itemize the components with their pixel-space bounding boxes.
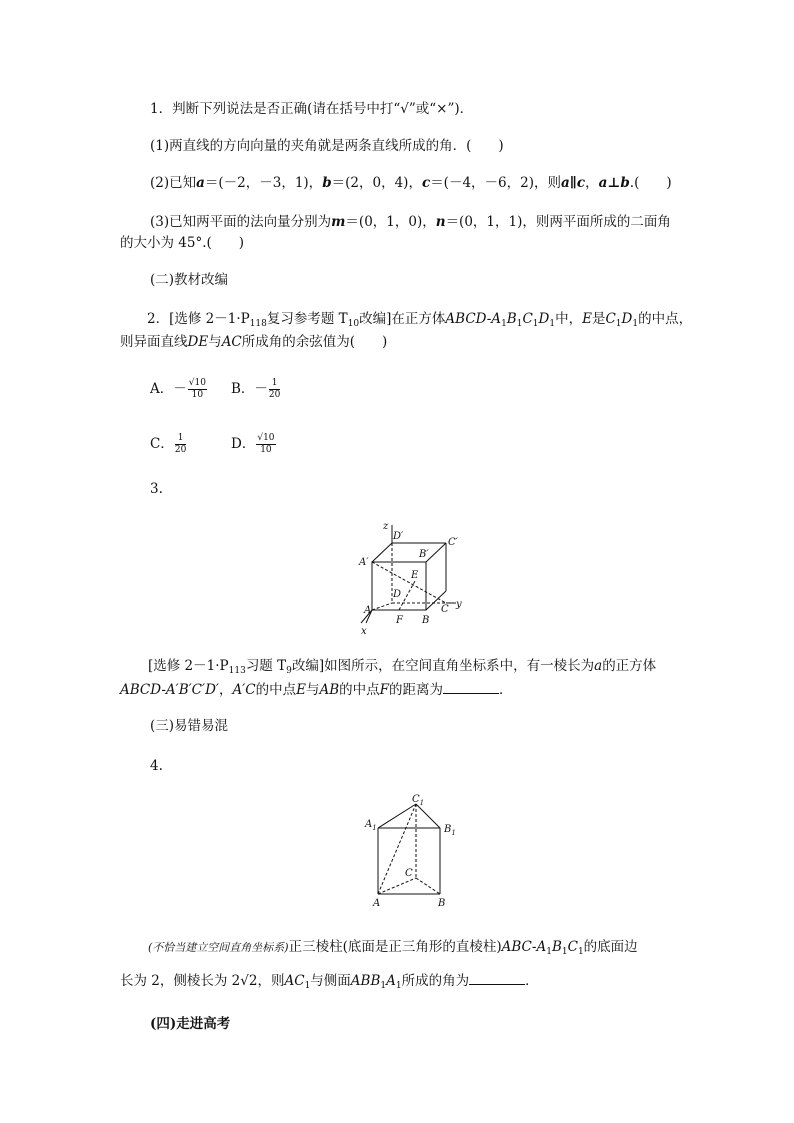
label-x: x: [361, 626, 367, 637]
q3-line1: [选修 $2-1\cdot P_{113}$习题 $T_9$改编]如图所示，在空间直角坐标系中，有一棱长为a的正方体: [148, 658, 657, 676]
label-c: C: [441, 604, 449, 615]
label-a-prism: A: [373, 898, 381, 909]
label-d: D: [393, 589, 402, 600]
section-heading-2: (二)教材改编: [150, 272, 229, 288]
label-b1-prism: $B_1$: [444, 824, 456, 837]
q2-line1: 2．[选修 $2-1\cdot P_{118}$复习参考题 $T_{10}$改编]在正方体ABCD-$A_1B_1C_1D_1$中，E是$C_1D_1$的中点，: [147, 311, 693, 329]
q4-line1: (不恰当建立空间直角坐标系)正三棱柱(底面是正三角形的直棱柱)$ABC-A_1B_1C_1$的底面边: [148, 939, 638, 957]
q2-option-b: B．－ $\frac{1}{20}$: [231, 378, 281, 400]
label-e: E: [411, 570, 419, 581]
label-c1: C′: [448, 537, 458, 548]
label-c-prism: C: [405, 868, 413, 879]
label-a1: A′: [359, 557, 369, 568]
label-c1-prism: $C_1$: [412, 794, 425, 807]
label-a: A: [364, 605, 372, 616]
q1-item1: (1)两直线的方向向量的夹角就是两条直线所成的角．( ): [150, 138, 504, 154]
prism-edge-a1-c1: [378, 804, 416, 828]
label-b1: B′: [419, 549, 429, 560]
q4-line2: 长为 2，侧棱长为 2√2，则$AC_1$与侧面$ABB_1A_1$所成的角为 ．: [120, 973, 539, 991]
q2-option-a: A．－ $\frac{√10}{10}$: [150, 378, 206, 400]
q1-item3-line1: (3)已知两平面的法向量分别为m＝(0，1，0)，n＝(0，1，1)，则两平面所成的二面角: [150, 214, 671, 230]
answer-blank-q4[interactable]: [469, 972, 525, 985]
label-y: y: [456, 599, 462, 610]
hidden-edge-a-c: [378, 878, 416, 894]
q3-line2: ABCD-A′B′C′D′，A′C的中点E与AB的中点F的距离为 ．: [120, 682, 513, 698]
q2-option-c: C． $\frac{1}{20}$: [150, 433, 187, 455]
label-b: B: [422, 615, 430, 626]
diagonal-a1-c: [372, 562, 446, 603]
hidden-edge-c-b: [416, 878, 440, 894]
q1-title: 1．判断下列说法是否正确(请在括号中打“√”或“×”)．: [150, 101, 474, 117]
label-b-prism: B: [438, 898, 446, 909]
label-a1-prism: $A_1$: [365, 819, 377, 832]
q1-item2: (2)已知a＝(－2，－3，1)，b＝(2，0，4)，c＝(－4，－6，2)，则a∥c，a⊥b.( ): [150, 175, 672, 191]
prism-edge-c1-b1: [416, 804, 440, 828]
answer-blank[interactable]: [443, 681, 499, 694]
label-z: z: [383, 521, 389, 532]
prism-figure: [360, 790, 465, 910]
hidden-edge-a-d: [372, 603, 392, 610]
q1-item3-line2: 的大小为 45°.( ): [120, 235, 245, 251]
q4-number: 4.: [150, 758, 163, 774]
section-heading-3: (三)易错易混: [150, 718, 229, 734]
segment-f-e: [399, 581, 415, 610]
q3-number: 3.: [150, 481, 163, 497]
cube-figure: [355, 515, 475, 640]
section-heading-4: (四)走进高考: [150, 1016, 231, 1032]
cube-edge-b1-c1: [426, 543, 446, 562]
q2-option-d: D． $\frac{√10}{10}$: [231, 433, 275, 455]
label-f: F: [396, 615, 403, 626]
cube-edge-a1-d1: [372, 543, 392, 562]
q2-line2: 则异面直线DE与AC所成角的余弦值为( ): [120, 334, 388, 350]
label-d1: D′: [393, 531, 404, 542]
